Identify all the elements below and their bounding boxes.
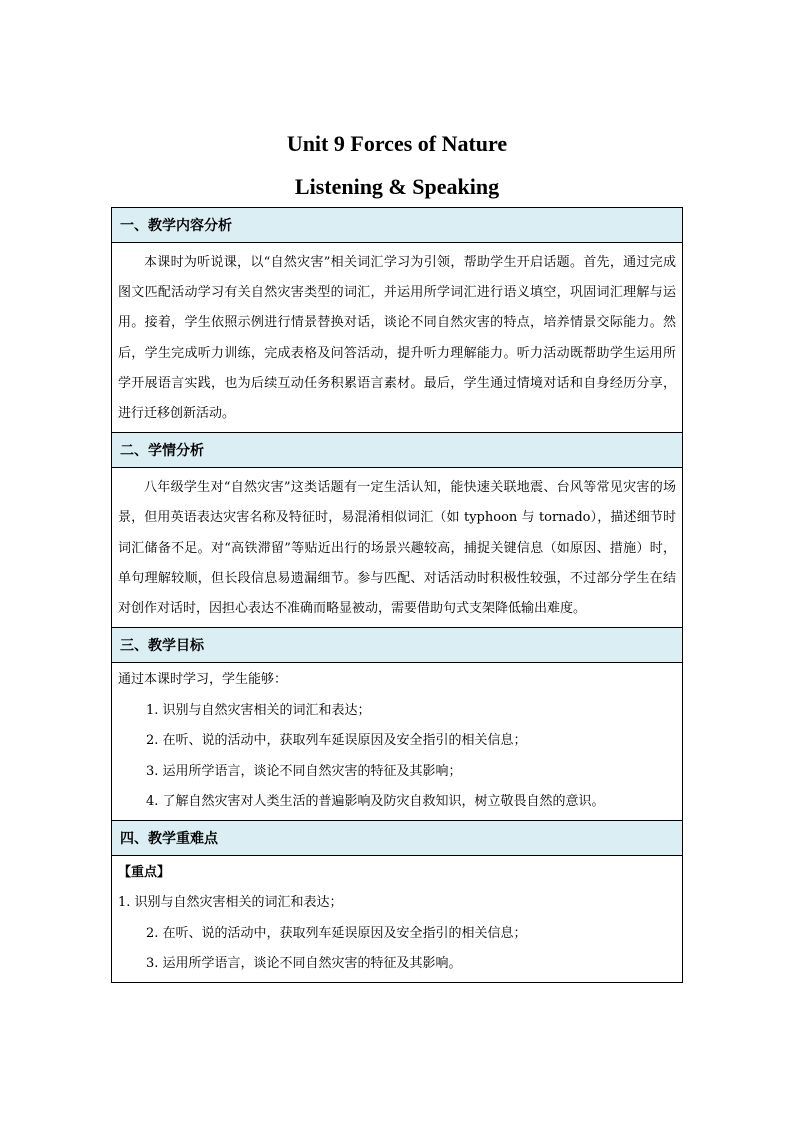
lesson-plan-table bbox=[111, 207, 683, 983]
document-title: Unit 9 Forces of Nature bbox=[286, 131, 508, 156]
section-body-student-analysis bbox=[112, 468, 683, 628]
section-heading: 二、学情分析 bbox=[112, 433, 683, 468]
section-body-content-analysis bbox=[112, 243, 683, 433]
list-item: 1. 识别与自然灾害相关的词汇和表达； bbox=[118, 895, 343, 911]
list-item: 4. 了解自然灾害对人类生活的普遍影响及防灾自救知识，树立敬畏自然的意识。 bbox=[146, 794, 605, 810]
key-points-label: 【重点】 bbox=[118, 864, 171, 880]
list-item: 2. 在听、说的活动中，获取列车延误原因及安全指引的相关信息； bbox=[146, 733, 527, 749]
section-header-content-analysis bbox=[112, 208, 683, 243]
student-analysis-paragraph: 八年级学生对“自然灾害”这类话题有一定生活认知，能快速关联地震、台风等常见灾害的场景，但用英语表达灾害名称及特征时，易混淆相似词汇（如 typhoon 与 tornado），描述细节时词汇储备不足。对“高铁滞留”等贴近出行的场景兴趣较高，捕捉关键信息（如原因、措施）时，单句理解较顺，但长段信息易遗漏细节。参与匹配、对话活动时积极性较强，不过部分学生在结对创作对话时，因担心表达不准确而略显被动，需要借助句式支架降低输出难度。 bbox=[118, 480, 676, 617]
section-header-key-points bbox=[112, 820, 683, 855]
list-item: 3. 运用所学语言，谈论不同自然灾害的特征及其影响； bbox=[146, 763, 462, 779]
section-body-key-points bbox=[112, 855, 683, 982]
list-item: 2. 在听、说的活动中，获取列车延误原因及安全指引的相关信息； bbox=[146, 925, 527, 941]
list-item: 1. 识别与自然灾害相关的词汇和表达； bbox=[146, 702, 371, 718]
objectives-intro: 通过本课时学习，学生能够： bbox=[118, 672, 288, 688]
section-heading: 一、教学内容分析 bbox=[112, 208, 683, 243]
document-subtitle: Listening & Speaking bbox=[294, 174, 500, 199]
content-analysis-paragraph: 本课时为听说课，以“自然灾害”相关词汇学习为引领，帮助学生开启话题。首先，通过完成图文匹配活动学习有关自然灾害类型的词汇，并运用所学词汇进行语义填空，巩固词汇理解与运用。接着，学生依照示例进行情景替换对话，谈论不同自然灾害的特点，培养情景交际能力。然后，学生完成听力训练，完成表格及问答活动，提升听力理解能力。听力活动既帮助学生运用所学开展语言实践，也为后续互动任务积累语言素材。最后，学生通过情境对话和自身经历分享，进行迁移创新活动。 bbox=[118, 255, 676, 422]
list-item: 3. 运用所学语言，谈论不同自然灾害的特征及其影响。 bbox=[146, 956, 462, 972]
section-heading: 三、教学目标 bbox=[112, 628, 683, 663]
section-header-student-analysis bbox=[112, 433, 683, 468]
section-header-objectives bbox=[112, 628, 683, 663]
section-body-objectives bbox=[112, 663, 683, 821]
section-heading: 四、教学重难点 bbox=[112, 820, 683, 855]
